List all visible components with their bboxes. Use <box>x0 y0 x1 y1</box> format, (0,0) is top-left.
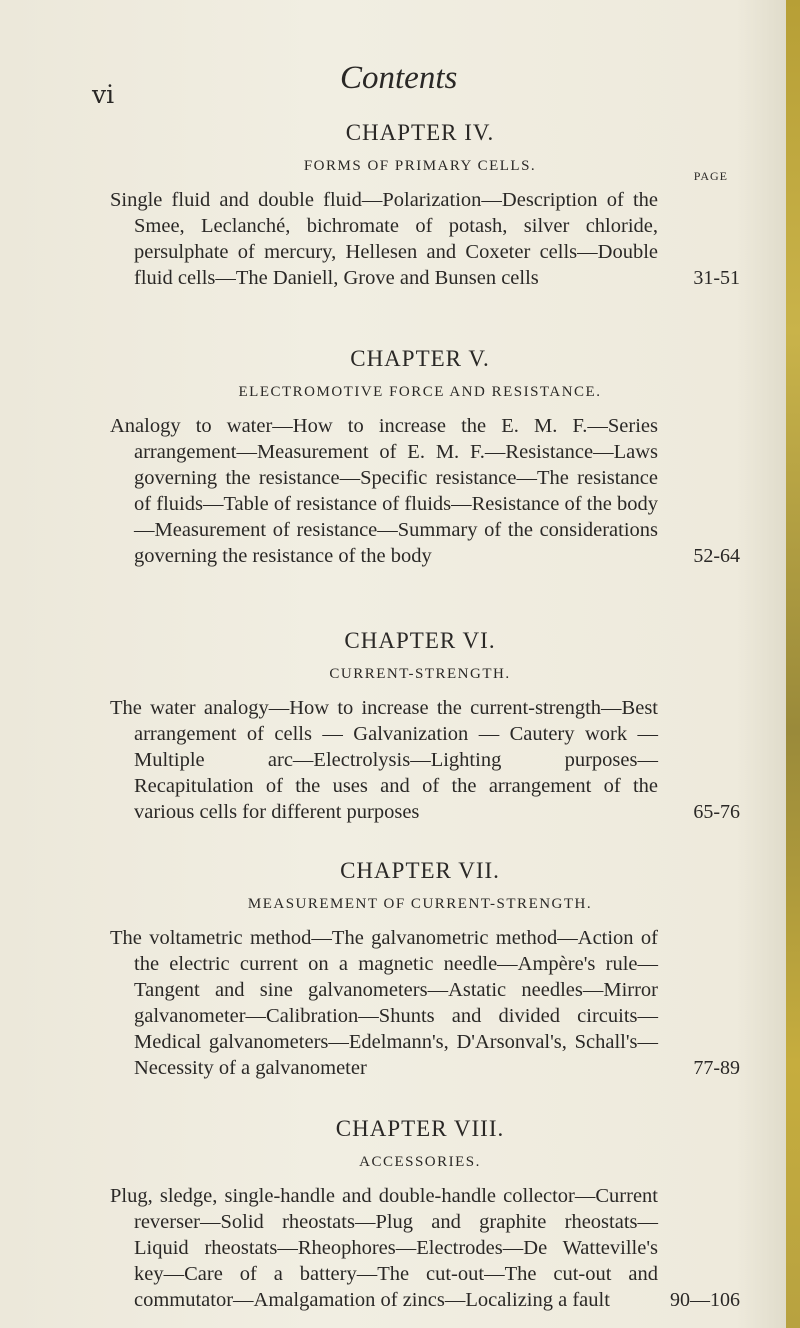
page-range: 90—106 <box>670 1289 740 1311</box>
page-number: vi <box>92 80 115 109</box>
chapter-title: CHAPTER VIII. <box>335 1116 505 1141</box>
chapter-summary: Single fluid and double fluid—Polarization—Description of the Smee, Leclanché, bichromate of potash, silver chloride, persulphate of mercury, Hellesen and Coxeter cells—Double fluid cells—The Daniell, Grove and Bunsen cells <box>110 189 658 289</box>
running-head <box>0 60 800 110</box>
chapter-viii <box>110 1116 740 1313</box>
chapter-subtitle: MEASUREMENT OF CURRENT-STRENGTH. <box>247 896 593 912</box>
chapter-vii <box>110 858 740 1081</box>
page-column-label: PAGE <box>693 169 728 183</box>
chapter-iv <box>110 120 740 291</box>
page-range: 65-76 <box>693 801 740 823</box>
chapter-title: CHAPTER V. <box>350 346 490 371</box>
chapter-title: CHAPTER VI. <box>344 628 496 653</box>
chapter-subtitle: ELECTROMOTIVE FORCE AND RESISTANCE. <box>238 384 602 400</box>
page-range: 31-51 <box>693 267 740 289</box>
chapter-contents <box>110 413 740 569</box>
chapter-contents <box>110 187 740 291</box>
chapter-contents <box>110 695 740 825</box>
chapter-title: CHAPTER VII. <box>340 858 500 883</box>
chapter-subtitle: ACCESSORIES. <box>359 1154 481 1170</box>
page-edge-binding <box>786 0 800 1328</box>
chapter-contents <box>110 925 740 1081</box>
chapter-vi <box>110 628 740 825</box>
chapter-summary: The water analogy—How to increase the current-strength—Best arrangement of cells — Galvanization — Cautery work — Multiple arc—Electrolysis—Lighting purposes—Recapitulation of the uses and of the arrangement of the various cells for different purposes <box>110 697 658 823</box>
chapter-summary: Plug, sledge, single-handle and double-handle collector—Current reverser—Solid rheostats—Plug and graphite rheostats—Liquid rheostats—Rheophores—Electrodes—De Watteville's key—Care of a battery—The cut-out—The cut-out and commutator—Amalgamation of zincs—Localizing a fault <box>110 1185 658 1311</box>
chapter-summary: Analogy to water—How to increase the E. M. F.—Series arrangement—Measurement of E. M. F.—Resistance—Laws governing the resistance—Specific resistance—The resistance of fluids—Table of resistance of fluids—Resistance of the body —Measurement of resistance—Summary of the considerations governing the resistance of the body <box>110 415 658 567</box>
chapter-contents <box>110 1183 740 1313</box>
page-range: 77-89 <box>693 1057 740 1079</box>
chapter-title: CHAPTER IV. <box>345 120 495 145</box>
chapter-subtitle: CURRENT-STRENGTH. <box>329 666 511 682</box>
chapter-subtitle: FORMS OF PRIMARY CELLS. <box>303 158 537 174</box>
chapter-v <box>110 346 740 569</box>
page-range: 52-64 <box>693 545 740 567</box>
chapter-summary: The voltametric method—The galvanometric method—Action of the electric current on a magnetic needle—Ampère's rule—Tangent and sine galvanometers—Astatic needles—Mirror galvanometer—Calibration—Shunts and divided circuits—Medical galvanometers—Edelmann's, D'Arsonval's, Schall's—Necessity of a galvanometer <box>110 927 658 1079</box>
running-title: Contents <box>340 60 458 96</box>
